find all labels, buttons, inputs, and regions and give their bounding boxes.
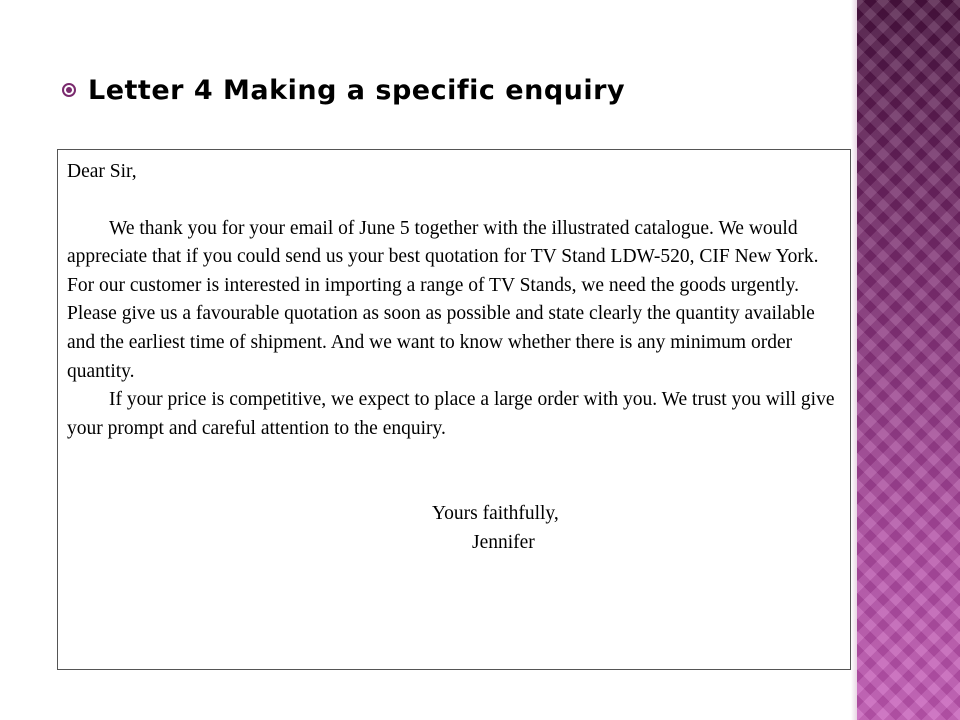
decorative-side-panel (857, 0, 960, 720)
side-panel-edge (851, 0, 857, 720)
letter-paragraph-1: We thank you for your email of June 5 together with the illustrated catalogue. We would appreciate that if you could send us your best quotation for TV Stand LDW-520, CIF New York. For our customer is interested in importing a range of TV Stands, we need the goods urgently. Please give us a favourable quotation as soon as possible and state clearly the quantity available and the earliest time of shipment. And we want to know whether there is any minimum order quantity. (67, 217, 819, 382)
slide-title: Letter 4 Making a specific enquiry (88, 74, 626, 106)
letter-text-box (57, 149, 851, 670)
slide-title-row (62, 70, 625, 110)
letter-closing: Yours faithfully, (432, 503, 559, 525)
letter-signature: Jennifer (472, 531, 535, 553)
letter-paragraph-2: If your price is competitive, we expect to place a large order with you. We trust you will give your prompt and careful attention to the enquiry. (67, 389, 835, 439)
target-bullet-icon (62, 83, 76, 97)
letter-salutation: Dear Sir, (67, 161, 137, 182)
